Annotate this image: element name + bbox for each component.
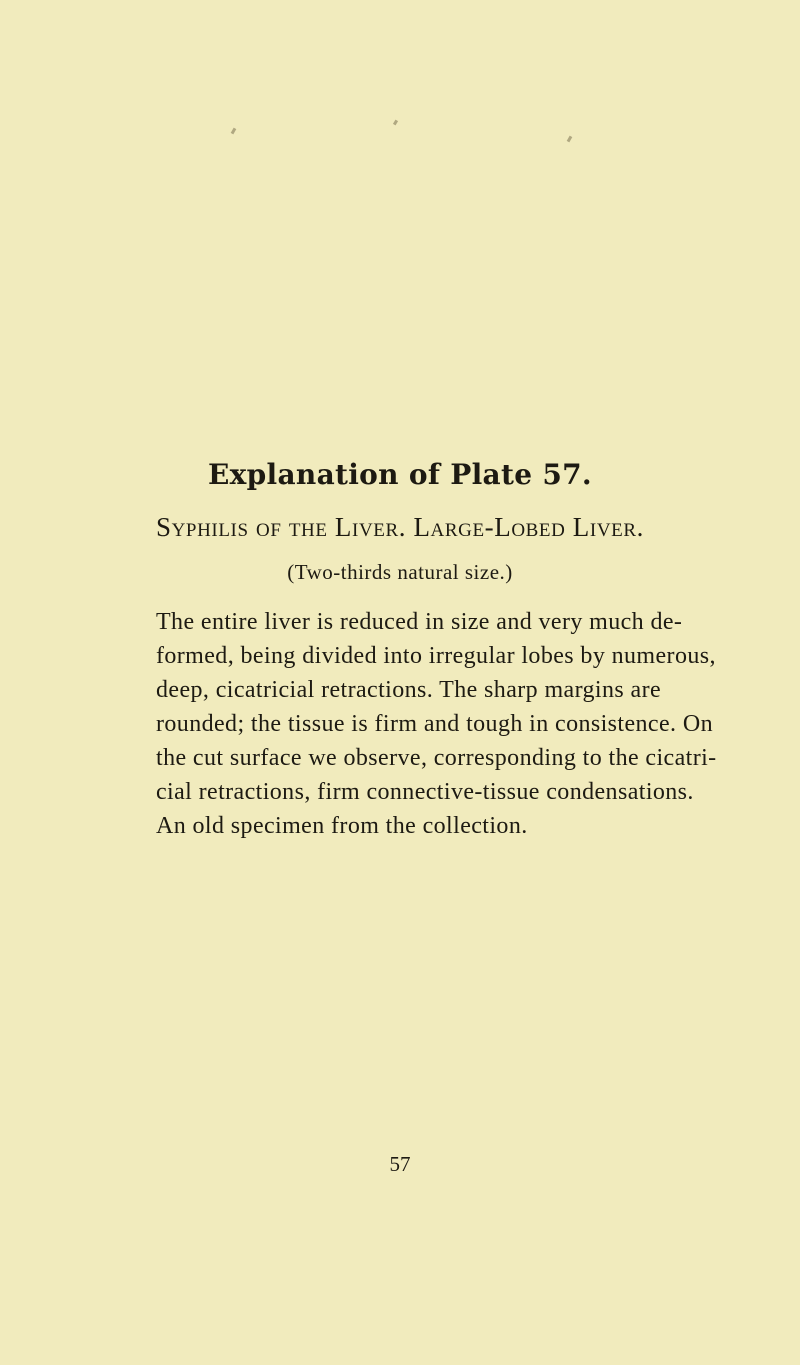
paper-speck [567, 136, 573, 143]
paragraph-line: An old specimen from the collection. [156, 813, 528, 839]
paragraph-line: formed, being divided into irregular lobes by numerous, [156, 643, 716, 669]
paper-speck [393, 120, 398, 126]
paper-speck [231, 128, 237, 135]
scale-note: (Two-thirds natural size.) [287, 560, 513, 584]
paragraph-line: deep, cicatricial retractions. The sharp margins are [156, 677, 662, 703]
description-paragraph [156, 605, 717, 843]
plate-heading: Explanation of Plate 57. [208, 458, 592, 491]
paragraph-line: the cut surface we observe, corresponding to the cicatri- [156, 745, 717, 771]
paragraph-line: The entire liver is reduced in size and very much de- [156, 609, 683, 635]
plate-subtitle: Syphilis of the Liver. Large-Lobed Liver. [156, 512, 644, 542]
page-number: 57 [389, 1152, 411, 1176]
paragraph-line: cial retractions, firm connective-tissue condensations. [156, 779, 694, 805]
paragraph-line: rounded; the tissue is firm and tough in consistence. On [156, 711, 713, 737]
